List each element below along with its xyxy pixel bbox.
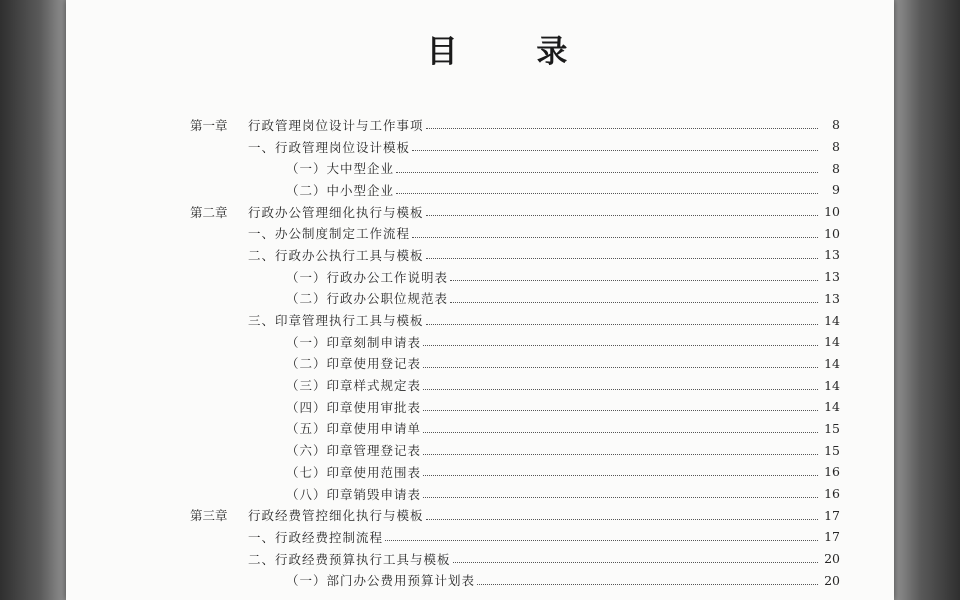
chapter-label: 第一章 [190,117,228,133]
toc-entry-text: （一）行政办公工作说明表 [286,269,449,285]
toc-entry-row[interactable] [190,461,840,483]
page-number: 13 [824,290,840,306]
toc-entry-text: （七）印章使用范围表 [286,464,422,480]
toc-entry-row[interactable] [190,569,840,591]
toc-entry-row[interactable] [190,288,840,310]
page-number: 13 [824,269,840,285]
toc-list [190,114,840,591]
dot-leader [423,359,818,368]
page-number: 14 [824,377,840,393]
toc-chapter-row[interactable] [190,504,840,526]
toc-entry-text: （一）印章刻制申请表 [286,334,422,350]
toc-entry-row[interactable] [190,526,840,548]
toc-entry-text: 行政办公管理细化执行与模板 [248,204,424,220]
page-number: 14 [824,312,840,328]
page-number: 15 [824,442,840,458]
toc-entry-text: （二）中小型企业 [286,182,395,198]
dot-leader [426,207,818,216]
dot-leader [423,381,818,390]
toc-entry-text: 二、行政经费预算执行工具与模板 [248,551,451,567]
dot-leader [453,554,818,563]
toc-entry-text: （四）印章使用审批表 [286,399,422,415]
page-number: 17 [824,507,840,523]
toc-entry-row[interactable] [190,483,840,505]
page-number: 20 [824,551,840,567]
toc-entry-text: （一）部门办公费用预算计划表 [286,573,476,589]
toc-entry-row[interactable] [190,222,840,244]
dot-leader [412,229,818,238]
toc-entry-text: 行政经费管控细化执行与模板 [248,508,424,524]
toc-entry-row[interactable] [190,374,840,396]
page-number: 14 [824,399,840,415]
toc-chapter-row[interactable] [190,201,840,223]
chapter-label: 第三章 [190,508,228,524]
dot-leader [423,446,818,455]
page-number: 20 [824,572,840,588]
dot-leader [426,511,818,520]
page-number: 10 [824,225,840,241]
page-number: 16 [824,464,840,480]
dot-leader [412,142,818,151]
toc-entry-text: 二、行政办公执行工具与模板 [248,247,424,263]
page-number: 14 [824,334,840,350]
toc-entry-row[interactable] [190,396,840,418]
page-number: 17 [824,529,840,545]
toc-entry-row[interactable] [190,179,840,201]
page-number: 8 [832,139,840,155]
document-page [66,0,894,600]
toc-entry-text: 一、行政经费控制流程 [248,529,384,545]
page-number: 16 [824,486,840,502]
toc-entry-row[interactable] [190,266,840,288]
toc-entry-row[interactable] [190,548,840,570]
dot-leader [423,467,818,476]
page-number: 10 [824,204,840,220]
toc-entry-text: （八）印章销毁申请表 [286,486,422,502]
page-number: 8 [832,160,840,176]
dot-leader [396,185,818,194]
dot-leader [450,294,818,303]
toc-title: 目 录 [426,34,602,70]
dot-leader [423,489,818,498]
dot-leader [423,424,818,433]
page-number: 15 [824,420,840,436]
toc-entry-row[interactable] [190,244,840,266]
toc-entry-text: （六）印章管理登记表 [286,443,422,459]
dot-leader [426,250,818,259]
chapter-label: 第二章 [190,204,228,220]
dot-leader [385,532,818,541]
toc-entry-row[interactable] [190,309,840,331]
toc-entry-text: 一、行政管理岗位设计模板 [248,139,411,155]
dot-leader [426,316,818,325]
dot-leader [423,402,818,411]
toc-entry-row[interactable] [190,353,840,375]
toc-entry-text: 三、印章管理执行工具与模板 [248,313,424,329]
toc-entry-text: （五）印章使用申请单 [286,421,422,437]
toc-entry-row[interactable] [190,157,840,179]
dot-leader [450,272,818,281]
page-number: 9 [832,182,840,198]
toc-entry-text: （二）行政办公职位规范表 [286,291,449,307]
toc-entry-row[interactable] [190,439,840,461]
dot-leader [396,164,818,173]
dot-leader [423,337,818,346]
toc-chapter-row[interactable] [190,114,840,136]
page-number: 8 [832,117,840,133]
toc-entry-text: 一、办公制度制定工作流程 [248,226,411,242]
toc-entry-text: （三）印章样式规定表 [286,378,422,394]
page-number: 13 [824,247,840,263]
toc-entry-text: （一）大中型企业 [286,161,395,177]
toc-entry-row[interactable] [190,331,840,353]
dot-leader [426,120,818,129]
page-number: 14 [824,355,840,371]
toc-entry-text: 行政管理岗位设计与工作事项 [248,117,424,133]
toc-entry-text: （二）印章使用登记表 [286,356,422,372]
toc-entry-row[interactable] [190,136,840,158]
toc-entry-row[interactable] [190,418,840,440]
dot-leader [477,576,818,585]
